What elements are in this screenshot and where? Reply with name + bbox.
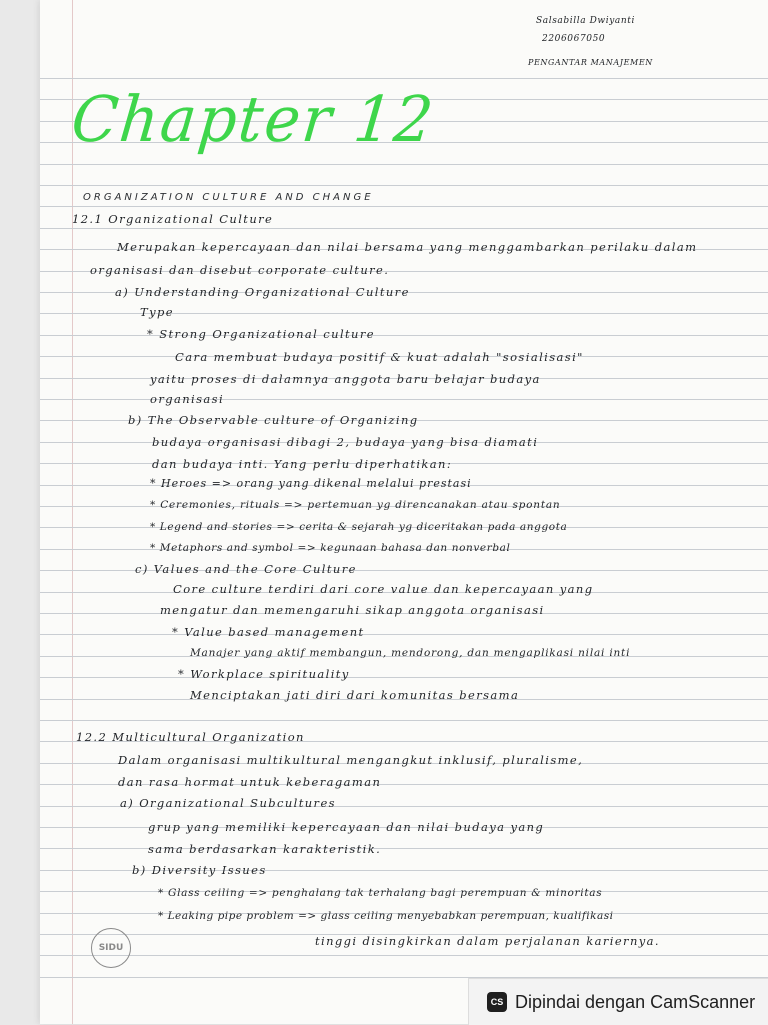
- note-line: grup yang memiliki kepercayaan dan nilai budaya yang: [148, 820, 545, 834]
- bullet-item: * Workplace spirituality: [178, 667, 350, 681]
- ruled-line: [40, 955, 768, 956]
- author-name: Salsabilla Dwiyanti: [536, 16, 635, 26]
- subheading-values: c) Values and the Core Culture: [135, 562, 357, 576]
- subheading-understanding: a) Understanding Organizational Culture: [115, 285, 410, 299]
- notebook-logo-stamp: SIDU: [91, 928, 131, 968]
- bullet-item: * Heroes => orang yang dikenal melalui prestasi: [150, 477, 472, 490]
- chapter-title: Chapter 12: [68, 83, 439, 157]
- section-title: ORGANIZATION CULTURE AND CHANGE: [83, 192, 374, 203]
- section-heading-12-1: 12.1 Organizational Culture: [72, 212, 274, 226]
- student-id: 2206067050: [542, 34, 606, 44]
- note-line: Manajer yang aktif membangun, mendorong, dan mengaplikasi nilai inti: [190, 647, 631, 659]
- ruled-line: [40, 185, 768, 186]
- ruled-line: [40, 634, 768, 635]
- watermark-text: Dipindai dengan CamScanner: [515, 991, 756, 1012]
- section-heading-12-2: 12.2 Multicultural Organization: [76, 730, 305, 744]
- note-line: mengatur dan memengaruhi sikap anggota organisasi: [160, 603, 545, 617]
- bullet-item: * Value based management: [172, 625, 365, 639]
- bullet-item: * Ceremonies, rituals => pertemuan yg direncanakan atau spontan: [150, 499, 561, 511]
- note-line: tinggi disingkirkan dalam perjalanan kariernya.: [315, 934, 660, 948]
- bullet-item: * Strong Organizational culture: [147, 327, 375, 341]
- note-line: Cara membuat budaya positif & kuat adalah "sosialisasi": [175, 350, 584, 364]
- subheading-diversity: b) Diversity Issues: [132, 863, 267, 877]
- note-line: organisasi dan disebut corporate culture.: [90, 263, 390, 277]
- ruled-line: [40, 228, 768, 229]
- note-line: budaya organisasi dibagi 2, budaya yang bisa diamati: [152, 435, 539, 449]
- bullet-item: * Leaking pipe problem => glass ceiling menyebabkan perempuan, kualifikasi: [158, 910, 614, 922]
- subheading-subcultures: a) Organizational Subcultures: [120, 796, 336, 810]
- bullet-item: * Legend and stories => cerita & sejarah yg diceritakan pada anggota: [150, 521, 568, 533]
- camscanner-logo-icon: CS: [487, 992, 507, 1012]
- bullet-item: * Glass ceiling => penghalang tak terhalang bagi perempuan & minoritas: [158, 887, 603, 899]
- note-line: Dalam organisasi multikultural mengangkut inklusif, pluralisme,: [118, 753, 584, 767]
- note-line: Menciptakan jati diri dari komunitas bersama: [190, 688, 520, 702]
- note-line: yaitu proses di dalamnya anggota baru belajar budaya: [150, 372, 541, 386]
- note-line: Merupakan kepercayaan dan nilai bersama yang menggambarkan perilaku dalam: [117, 240, 698, 254]
- ruled-line: [40, 720, 768, 721]
- ruled-line: [40, 164, 768, 165]
- note-line: dan rasa hormat untuk keberagaman: [118, 775, 382, 789]
- ruled-line: [40, 206, 768, 207]
- ruled-line: [40, 78, 768, 79]
- camscanner-watermark: [468, 978, 768, 1025]
- note-line: sama berdasarkan karakteristik.: [148, 842, 382, 856]
- course-name: PENGANTAR MANAJEMEN: [528, 58, 653, 67]
- note-line: Core culture terdiri dari core value dan kepercayaan yang: [173, 582, 594, 596]
- note-line: dan budaya inti. Yang perlu diperhatikan:: [152, 457, 453, 471]
- bullet-item: * Metaphors and symbol => kegunaan bahasa dan nonverbal: [150, 542, 511, 554]
- note-line: organisasi: [150, 392, 225, 406]
- ruled-line: [40, 677, 768, 678]
- subheading-observable: b) The Observable culture of Organizing: [128, 413, 419, 427]
- note-line: Type: [140, 305, 174, 319]
